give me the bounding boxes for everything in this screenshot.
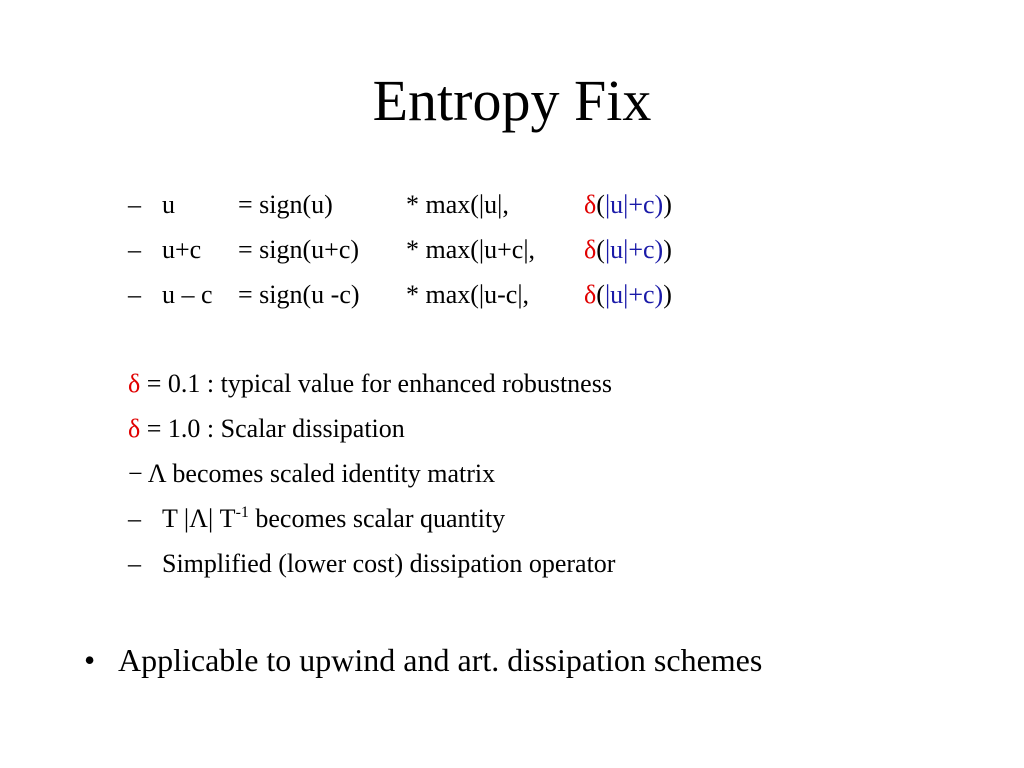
t-expression — [162, 503, 505, 535]
eq-inner: |u|+c) — [604, 190, 664, 219]
paren-close: ) — [663, 280, 672, 309]
dash: – — [128, 190, 141, 219]
dash: – — [128, 549, 141, 578]
delta-symbol: δ — [128, 369, 141, 398]
eq-lhs: u – c — [162, 280, 213, 309]
eq-sign: = sign(u -c) — [238, 280, 360, 309]
paren-open: ( — [596, 235, 605, 264]
eq-sign: = sign(u) — [238, 190, 333, 219]
equation-line-u-minus-c — [128, 279, 672, 311]
eq-lhs: u — [162, 190, 175, 219]
eq-delta-group — [584, 234, 672, 266]
eq-max: * max(|u-c|, — [406, 280, 530, 309]
eq-delta-group — [584, 279, 672, 311]
t-pre: T |Λ| T — [162, 504, 236, 533]
eq-delta-group — [584, 189, 672, 221]
slide-title: Entropy Fix — [372, 68, 652, 133]
delta-symbol: δ — [584, 280, 597, 309]
eq-max: * max(|u|, — [406, 190, 509, 219]
delta-text: = 1.0 : Scalar dissipation — [140, 414, 405, 443]
paren-close: ) — [663, 190, 672, 219]
dash: – — [128, 280, 141, 309]
paren-open: ( — [596, 280, 605, 309]
paren-close: ) — [663, 235, 672, 264]
paren-open: ( — [596, 190, 605, 219]
bullet-symbol: • — [84, 642, 96, 678]
bullet-item — [84, 640, 763, 680]
eq-max: * max(|u+c|, — [406, 235, 536, 264]
delta-line-scalar — [128, 413, 405, 445]
equation-line-u — [128, 189, 672, 221]
eq-lhs: u+c — [162, 235, 202, 264]
bullet-text: Applicable to upwind and art. dissipation schemes — [118, 642, 763, 678]
simplified-line — [128, 548, 616, 580]
delta-symbol: δ — [128, 414, 141, 443]
dash: – — [128, 504, 141, 533]
t-post: becomes scalar quantity — [248, 504, 506, 533]
t-superscript: -1 — [235, 504, 249, 521]
simplified-text: Simplified (lower cost) dissipation operator — [162, 549, 616, 578]
equation-line-u-plus-c — [128, 234, 672, 266]
lambda-line: − Λ becomes scaled identity matrix — [128, 459, 496, 488]
delta-symbol: δ — [584, 235, 597, 264]
delta-line-robustness — [128, 368, 612, 400]
delta-symbol: δ — [584, 190, 597, 219]
eq-sign: = sign(u+c) — [238, 235, 360, 264]
eq-inner: |u|+c) — [604, 235, 664, 264]
t-line — [128, 503, 506, 535]
dash: – — [128, 235, 141, 264]
eq-inner: |u|+c) — [604, 280, 664, 309]
delta-text: = 0.1 : typical value for enhanced robustness — [140, 369, 612, 398]
